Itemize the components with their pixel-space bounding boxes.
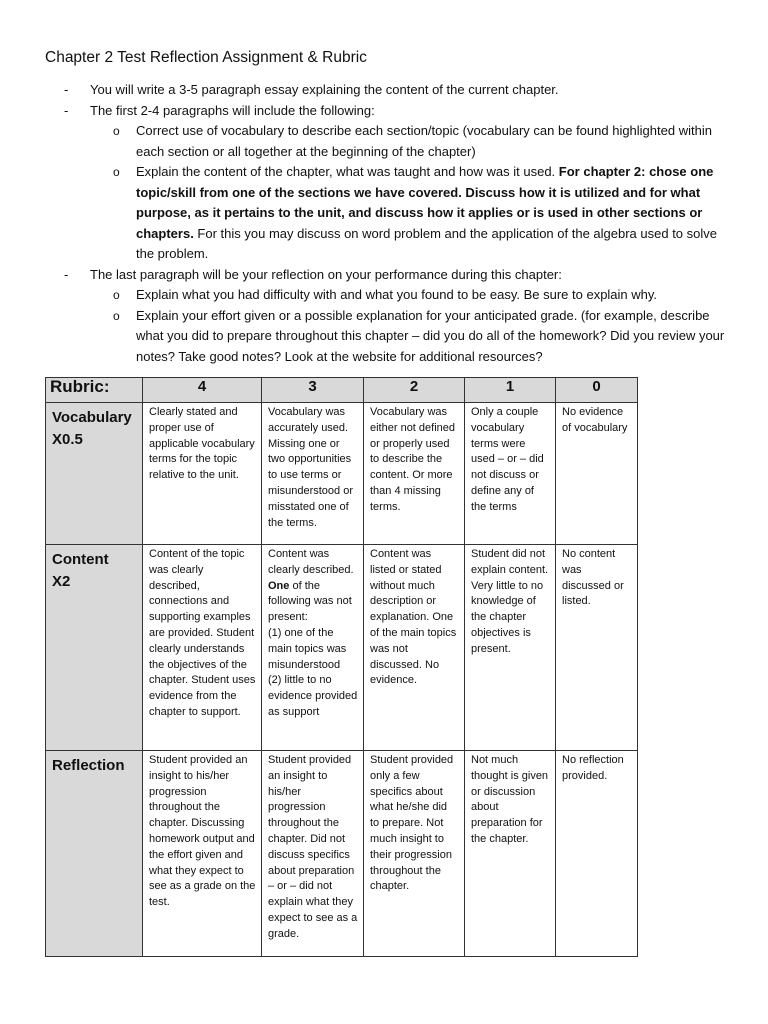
rubric-table bbox=[45, 377, 638, 957]
criterion-weight: X2 bbox=[52, 573, 71, 590]
criterion-weight: X0.5 bbox=[52, 431, 83, 448]
dash-bullet-icon: - bbox=[64, 266, 69, 282]
rubric-cell: Student did not explain content. Very little to no knowledge of the chapter objectives is present. bbox=[465, 545, 556, 751]
table-row-reflection bbox=[46, 751, 638, 957]
table-row-content bbox=[46, 545, 638, 751]
rubric-cell: No evidence of vocabulary bbox=[556, 403, 638, 545]
score-header-3: 3 bbox=[262, 378, 364, 403]
page-title: Chapter 2 Test Reflection Assignment & Rubric bbox=[45, 49, 367, 66]
score-header-1: 1 bbox=[465, 378, 556, 403]
list-item: - The last paragraph will be your reflection on your performance during this chapter: bbox=[0, 265, 730, 286]
rubric-header-row bbox=[46, 378, 638, 403]
sub-list-item: o Explain what you had difficulty with and what you found to be easy. Be sure to explain why. bbox=[0, 285, 736, 306]
criterion-name: Content bbox=[52, 551, 109, 568]
criterion-cell bbox=[46, 403, 143, 545]
list-item: - You will write a 3-5 paragraph essay explaining the content of the current chapter. bbox=[0, 80, 730, 101]
rubric-cell: Content was clearly described. One of the following was not present: (1) one of the main topics was misunderstood (2) little to no evidence provided as support bbox=[262, 545, 364, 751]
rubric-cell: No reflection provided. bbox=[556, 751, 638, 957]
circle-bullet-icon: o bbox=[113, 165, 120, 179]
dash-bullet-icon: - bbox=[64, 82, 69, 97]
dash-bullet-icon: - bbox=[64, 102, 69, 118]
rubric-cell: Student provided an insight to his/her progression throughout the chapter. Did not discuss specifics about preparation – or – did not explain what they expect to see as a grade. bbox=[262, 751, 364, 957]
rubric-label: Rubric: bbox=[46, 378, 143, 403]
score-header-0: 0 bbox=[556, 378, 638, 403]
score-header-2: 2 bbox=[364, 378, 465, 403]
rubric-cell: No content was discussed or listed. bbox=[556, 545, 638, 751]
rubric-cell: Not much thought is given or discussion about preparation for the chapter. bbox=[465, 751, 556, 957]
criterion-cell bbox=[46, 751, 143, 957]
rubric-cell: Student provided an insight to his/her progression throughout the chapter. Discussing homework output and the effort given and what they expect to see as a grade on the test. bbox=[143, 751, 262, 957]
list-item: - The first 2-4 paragraphs will include the following: bbox=[0, 101, 730, 122]
rubric-cell: Vocabulary was accurately used. Missing one or two opportunities to use terms or misunderstood or misstated one of the terms. bbox=[262, 403, 364, 545]
rubric-cell: Vocabulary was either not defined or properly used to describe the content. Or more than 4 missing terms. bbox=[364, 403, 465, 545]
circle-bullet-icon: o bbox=[113, 308, 120, 323]
circle-bullet-icon: o bbox=[113, 124, 120, 138]
instructions-list bbox=[0, 80, 768, 367]
table-row-vocabulary bbox=[46, 403, 638, 545]
rubric-cell: Content was listed or stated without much description or explanation. One of the main topics was not discussed. No evidence. bbox=[364, 545, 465, 751]
rubric-cell: Only a couple vocabulary terms were used – or – did not discuss or define any of the terms bbox=[465, 403, 556, 545]
rubric-cell: Content of the topic was clearly described, connections and supporting examples are provided. Student clearly understands the objectives of the chapter. Student uses evidence from the chapter to support. bbox=[143, 545, 262, 751]
sub-list-item: o Explain the content of the chapter, what was taught and how was it used. For chapter 2: chose one topic/skill from one of the sections we have covered. Discuss how it is utilized and for what purpose, as it pertains to the unit, and discuss how it applies or is used in other sections or chapters. For this you may discuss on word problem and the application of the algebra used to solve the problem. bbox=[113, 164, 717, 261]
sub-list-item: o Explain your effort given or a possible explanation for your anticipated grade. (for example, describe what you did to prepare throughout this chapter – did you do all of the homework? Did you review your notes? Take good notes? Look at the website for additional resources? bbox=[113, 307, 725, 364]
criterion-name: Vocabulary bbox=[52, 409, 132, 426]
score-header-4: 4 bbox=[143, 378, 262, 403]
circle-bullet-icon: o bbox=[113, 288, 120, 302]
criterion-name: Reflection bbox=[52, 757, 125, 774]
sub-list-item: o Correct use of vocabulary to describe each section/topic (vocabulary can be found highlighted within each section or all together at the beginning of the chapter) bbox=[113, 123, 712, 159]
rubric-cell: Clearly stated and proper use of applicable vocabulary terms for the topic relative to the unit. bbox=[143, 403, 262, 545]
criterion-cell bbox=[46, 545, 143, 751]
rubric-cell: Student provided only a few specifics about what he/she did to prepare. Not much insight to their progression throughout the chapter. bbox=[364, 751, 465, 957]
